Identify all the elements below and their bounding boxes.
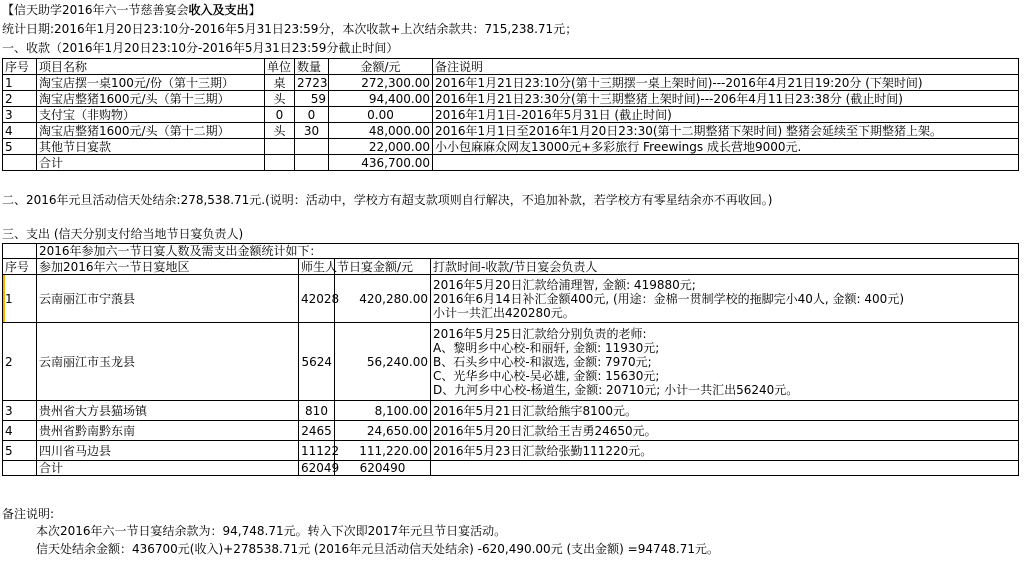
row-name[interactable]: 淘宝店整猪1600元/头（第十二期） — [37, 123, 265, 139]
row-amount[interactable]: 420,280.00 — [335, 275, 431, 323]
income-col-name: 项目名称 — [37, 59, 265, 75]
title-suffix: 】 — [248, 3, 261, 17]
expense-total-row — [3, 461, 1019, 476]
row-people[interactable]: 42028 — [299, 275, 335, 323]
row-no[interactable]: 5 — [3, 441, 37, 461]
expense-col-detail: 打款时间-收款/节日宴会负责人 — [431, 259, 1019, 275]
row-note[interactable]: 2016年1月1日-2016年5月31日 (截止时间) — [433, 107, 1019, 123]
row-unit[interactable]: 桌 — [265, 75, 295, 91]
total-amount[interactable]: 620490 — [335, 461, 431, 476]
title-prefix: 【信天助学2016年六一节慈善宴会 — [2, 3, 189, 17]
row-no[interactable]: 3 — [3, 401, 37, 421]
row-note[interactable]: 2016年1月1日至2016年1月20日23:30(第十二期整猪下架时间) 整猪会延续至下期整猪上架。 — [433, 123, 1019, 139]
row-area[interactable]: 云南丽江市宁蒗县 — [37, 275, 299, 323]
remarks-line-2: 信天处结余金额：436700元(收入)+278538.71元 (2016年元旦活动信天处结余) -620,490.00元 (支出金额) =94748.71元。 — [36, 542, 719, 556]
row-unit[interactable]: 头 — [265, 123, 295, 139]
table-row — [3, 275, 1019, 323]
row-no[interactable]: 3 — [3, 107, 37, 123]
total-empty-cell[interactable] — [431, 461, 1019, 476]
row-name[interactable]: 淘宝店整猪1600元/头（第十三期） — [37, 91, 265, 107]
total-empty-cell[interactable] — [3, 461, 37, 476]
row-amount[interactable]: 48,000.00 — [329, 123, 433, 139]
title-bold: 收入及支出 — [188, 3, 249, 17]
remarks-line-1: 本次2016年六一节日宴结余款为：94,748.71元。转入下次即2017年元旦节日宴活动。 — [36, 524, 507, 538]
total-label[interactable]: 合计 — [37, 461, 299, 476]
row-qty[interactable]: 0 — [295, 107, 329, 123]
income-header-row — [3, 59, 1019, 75]
row-qty[interactable]: 2723 — [295, 75, 329, 91]
row-no[interactable]: 2 — [3, 323, 37, 401]
remarks-label: 备注说明: — [2, 507, 55, 521]
table-row — [3, 123, 1019, 139]
row-note[interactable]: 小小包麻麻众网友13000元+多彩旅行 Freewings 成长营地9000元. — [433, 139, 1019, 155]
income-total-row — [3, 155, 1019, 171]
row-qty[interactable]: 59 — [295, 91, 329, 107]
row-qty[interactable]: 30 — [295, 123, 329, 139]
expense-heading: 三、支出 (信天分别支付给当地节日宴负责人) — [2, 227, 244, 241]
row-unit[interactable]: 头 — [265, 91, 295, 107]
expense-col-area: 参加2016年六一节日宴地区 — [37, 259, 299, 275]
table-row — [3, 323, 1019, 401]
empty-cell[interactable] — [3, 244, 37, 259]
row-detail[interactable]: 2016年5月23日汇款给张勤111220元。 — [431, 441, 1019, 461]
page-title — [2, 2, 261, 18]
row-people[interactable]: 11122 — [299, 441, 335, 461]
stat-line: 统计日期:2016年1月20日23:10分-2016年5月31日23:59分，本次收款+上次结余款共：715,238.71元； — [2, 22, 578, 36]
expense-col-people: 师生人 — [299, 259, 335, 275]
row-area[interactable]: 云南丽江市玉龙县 — [37, 323, 299, 401]
row-no[interactable]: 1 — [3, 275, 37, 323]
row-amount[interactable]: 24,650.00 — [335, 421, 431, 441]
row-unit[interactable] — [265, 139, 295, 155]
row-no[interactable]: 4 — [3, 421, 37, 441]
row-people[interactable]: 810 — [299, 401, 335, 421]
row-people[interactable]: 5624 — [299, 323, 335, 401]
expense-col-no: 序号 — [3, 259, 37, 275]
expense-subheading-row — [3, 244, 1019, 259]
row-no[interactable]: 5 — [3, 139, 37, 155]
income-heading: 一、收款（2016年1月20日23:10分-2016年5月31日23:59分截止时间） — [2, 41, 399, 55]
income-col-qty: 数量 — [295, 59, 329, 75]
row-qty[interactable] — [295, 139, 329, 155]
row-area[interactable]: 贵州省黔南黔东南 — [37, 421, 299, 441]
row-name[interactable]: 其他节日宴款 — [37, 139, 265, 155]
row-people[interactable]: 2465 — [299, 421, 335, 441]
income-table — [2, 58, 1019, 171]
table-row — [3, 421, 1019, 441]
row-area[interactable]: 贵州省大方县猫场镇 — [37, 401, 299, 421]
table-row — [3, 107, 1019, 123]
row-unit[interactable]: 0 — [265, 107, 295, 123]
row-detail[interactable]: 2016年5月21日汇款给熊宇8100元。 — [431, 401, 1019, 421]
expense-subheading[interactable]: 2016年参加六一节日宴人数及需支出金额统计如下： — [37, 244, 1019, 259]
row-detail[interactable]: 2016年5月20日汇款给浦理智, 金额: 419880元; 2016年6月14日补汇金额400元, (用途：金棉一贯制学校的拖脚完小40人, 金额: 400元) 小计一共汇出420280元。 — [431, 275, 1019, 323]
table-row — [3, 91, 1019, 107]
total-empty-cell[interactable] — [295, 155, 329, 171]
section2-text: 二、2016年元旦活动信天处结余:278,538.71元.(说明：活动中，学校方有超支款项则自行解决，不追加补款，若学校方有零星结余亦不再收回。) — [2, 193, 773, 207]
row-no[interactable]: 2 — [3, 91, 37, 107]
table-row — [3, 75, 1019, 91]
expense-table — [2, 243, 1019, 476]
table-row — [3, 139, 1019, 155]
row-area[interactable]: 四川省马边县 — [37, 441, 299, 461]
expense-header-row — [3, 259, 1019, 275]
row-amount[interactable]: 8,100.00 — [335, 401, 431, 421]
row-no[interactable]: 1 — [3, 75, 37, 91]
income-col-no: 序号 — [3, 59, 37, 75]
income-col-amount: 金额/元 — [329, 59, 433, 75]
expense-col-amount: 节日宴金额/元 — [335, 259, 431, 275]
row-note[interactable]: 2016年1月21日23:30分(第十三期整猪上架时间)---206年4月11日23:38分 (截止时间) — [433, 91, 1019, 107]
row-amount[interactable]: 22,000.00 — [329, 139, 433, 155]
row-amount[interactable]: 111,220.00 — [335, 441, 431, 461]
total-amount[interactable]: 436,700.00 — [329, 155, 433, 171]
total-empty-cell[interactable] — [3, 155, 37, 171]
row-note[interactable]: 2016年1月21日23:10分(第十三期摆一桌上架时间)---2016年4月21日19:20分 (下架时间) — [433, 75, 1019, 91]
row-name[interactable]: 淘宝店摆一桌100元/份（第十三期） — [37, 75, 265, 91]
table-row — [3, 401, 1019, 421]
row-amount[interactable]: 56,240.00 — [335, 323, 431, 401]
income-col-unit: 单位 — [265, 59, 295, 75]
row-name[interactable]: 支付宝（非购物） — [37, 107, 265, 123]
total-empty-cell[interactable] — [265, 155, 295, 171]
table-row — [3, 441, 1019, 461]
row-detail[interactable]: 2016年5月20日汇款给王吉勇24650元。 — [431, 421, 1019, 441]
total-label[interactable]: 合计 — [37, 155, 265, 171]
row-amount[interactable]: 94,400.00 — [329, 91, 433, 107]
row-detail[interactable]: 2016年5月25日汇款给分别负责的老师: A、黎明乡中心校-和丽轩, 金额: 11930元; B、石头乡中心校-和淑选, 金额: 7970元; C、光华乡中心校-吴必雄, 金额: 15630元; D、九河乡中心校-杨道生, 金额: 20710元; 小计一共汇出56240元。 — [431, 323, 1019, 401]
row-no[interactable]: 4 — [3, 123, 37, 139]
total-empty-cell[interactable] — [433, 155, 1019, 171]
row-amount[interactable]: 272,300.00 — [329, 75, 433, 91]
income-col-note: 备注说明 — [433, 59, 1019, 75]
total-people[interactable]: 62049 — [299, 461, 335, 476]
row-amount[interactable]: 0.00 — [329, 107, 433, 123]
